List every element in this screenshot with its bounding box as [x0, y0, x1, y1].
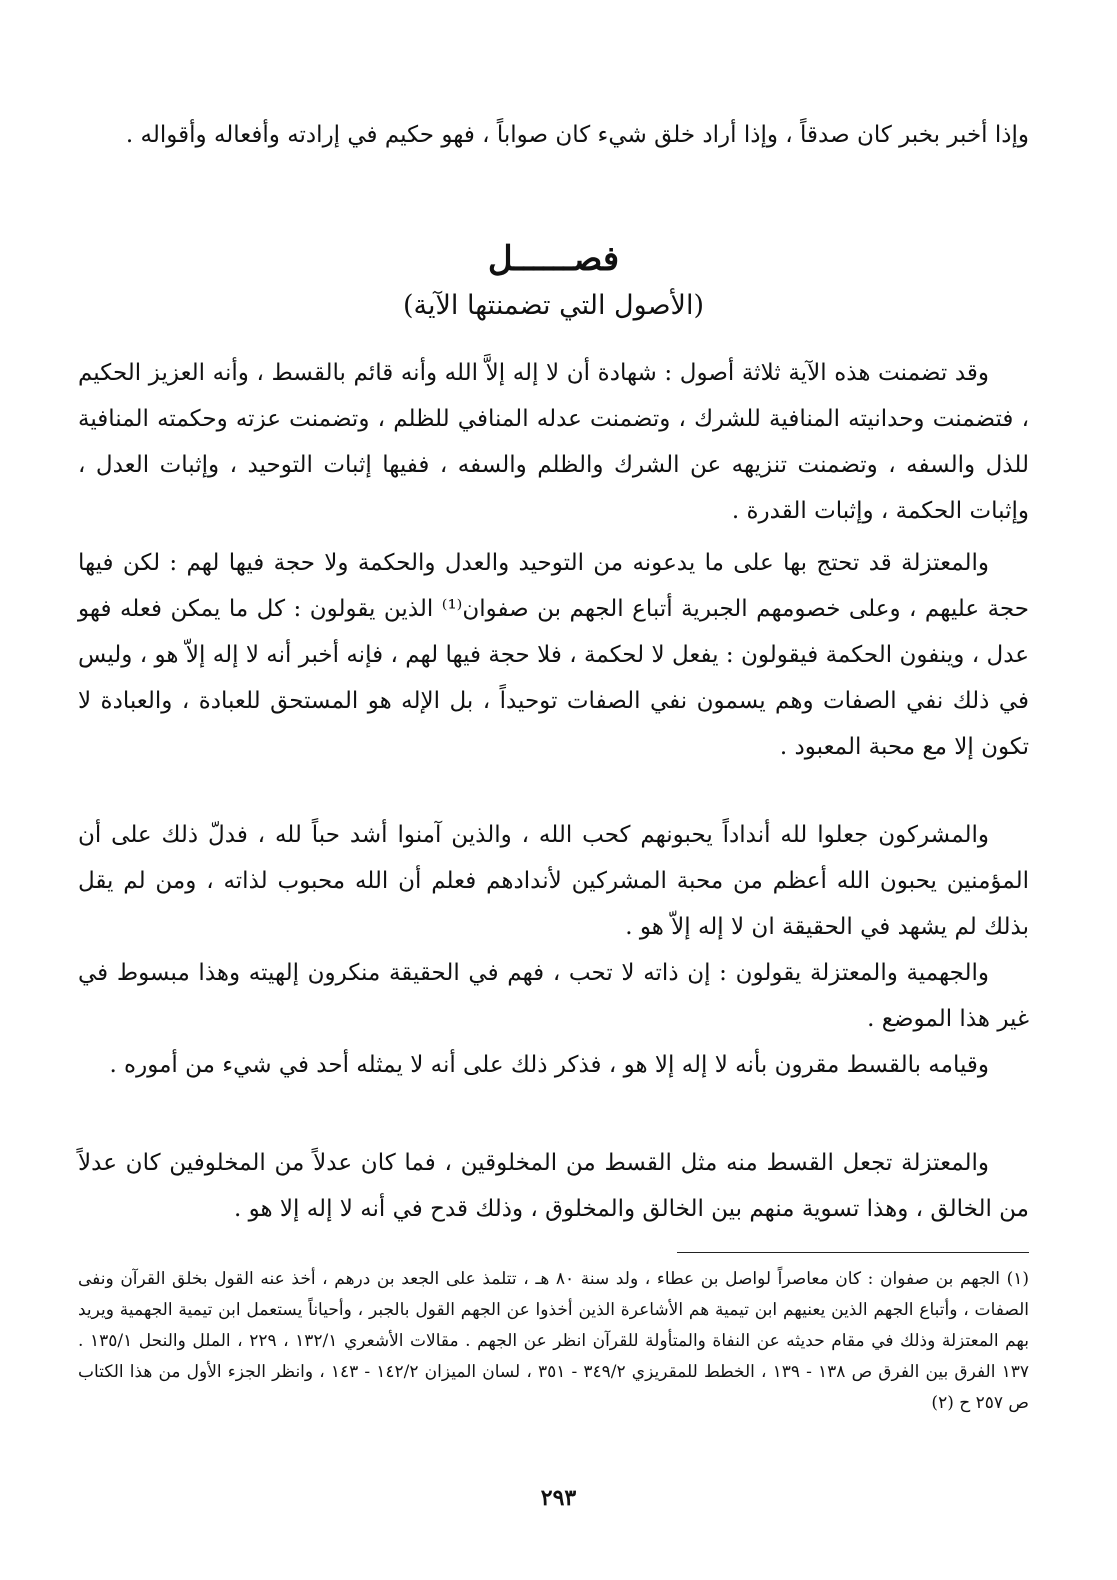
section-heading: [78, 234, 1029, 328]
body-text-3: [78, 812, 1029, 950]
body-text-6: [78, 1140, 1029, 1232]
paragraph: والمعتزلة تجعل القسط منه مثل القسط من المخلوقين ، فما كان عدلاً من المخلوفين كان عدلاً من الخالق ، وهذا تسوية منهم بين الخالق والمخلوق ، وذلك قدح في أنه لا إله إلا هو .: [78, 1150, 1029, 1222]
paragraph: والمعتزلة قد تحتج بها على ما يدعونه من التوحيد والعدل والحكمة ولا حجة فيها لهم : لكن فيها حجة عليهم ، وعلى خصومهم الجبرية أتباع الجهم بن صفوان⁽¹⁾ الذين يقولون : كل ما يمكن فعله فهو عدل ، وينفون الحكمة فيقولون : يفعل لا لحكمة ، فلا حجة فيها لهم ، فإنه أخبر أنه لا إله إلاّ هو ، وليس في ذلك نفي الصفات وهم يسمون نفي الصفات توحيداً ، بل الإله هو المستحق للعبادة ، والعبادة لا تكون إلا مع محبة المعبود .: [78, 550, 1029, 760]
section-subtitle: (الأصول التي تضمنتها الآية): [403, 290, 704, 321]
footnote-text: (١) الجهم بن صفوان : كان معاصراً لواصل بن عطاء ، ولد سنة ٨٠ هـ ، تتلمذ على الجعد بن درهم ، أخذ عنه القول بخلق القرآن ونفى الصفات ، وأتباع الجهم الذين يعنيهم ابن تيمية هم الأشاعرة الذين أخذوا عن الجهم القول بالجبر ، وأحياناً يستعمل ابن تيمية الجهمية ويريد بهم المعتزلة وذلك في مقام حديثه عن النفاة والمتأولة للقرآن انظر عن الجهم . مقالات الأشعري ١٣٢/١ ، ٢٢٩ ، الملل والنحل ١٣٥/١ . ١٣٧ الفرق بين الفرق ص ١٣٨ - ١٣٩ ، الخطط للمقريزي ٣٤٩/٢ - ٣٥١ ، لسان الميزان ١٤٢/٢ - ١٤٣ ، وانظر الجزء الأول من هذا الكتاب ص ٢٥٧ ح (٢): [78, 1269, 1030, 1413]
paragraph: وقيامه بالقسط مقرون بأنه لا إله إلا هو ، فذكر ذلك على أنه لا يمثله أحد في شيء من أموره .: [109, 1052, 989, 1078]
paragraph: والمشركون جعلوا لله أنداداً يحبونهم كحب الله ، والذين آمنوا أشد حباً لله ، فدلّ ذلك على أن المؤمنين يحبون الله أعظم من محبة المشركين لأندادهم فعلم أن الله محبوب لذاته ، ومن لم يقل بذلك لم يشهد في الحقيقة ان لا إله إلاّ هو .: [78, 822, 1029, 940]
continuation-text-block: [78, 112, 1029, 158]
continuation-paragraph: وإذا أخبر بخبر كان صدقاً ، وإذا أراد خلق شيء كان صواباً ، فهو حكيم في إرادته وأفعاله وأقواله .: [125, 122, 1029, 148]
body-text-1: [78, 350, 1029, 534]
paragraph: والجهمية والمعتزلة يقولون : إن ذاته لا تحب ، فهم في الحقيقة منكرون إلهيته وهذا مبسوط في غير هذا الموضع .: [78, 960, 1029, 1032]
body-text-2: [78, 540, 1029, 770]
page-number: ٢٩٣: [540, 1485, 577, 1511]
paragraph: وقد تضمنت هذه الآية ثلاثة أصول : شهادة أن لا إله إلاَّ الله وأنه قائم بالقسط ، وأنه العزيز الحكيم ، فتضمنت وحدانيته المنافية للشرك ، وتضمنت عدله المنافي للظلم ، وتضمنت عزته وحكمته المنافية للذل والسفه ، وتضمنت تنزيهه عن الشرك والظلم والسفه ، ففيها إثبات التوحيد ، وإثبات العدل ، وإثبات الحكمة ، وإثبات القدرة .: [78, 360, 1029, 524]
section-title: فصــــــل: [487, 239, 620, 279]
body-text-5: [78, 1042, 1029, 1088]
footnote: [78, 1264, 1029, 1419]
body-text-4: [78, 950, 1029, 1042]
footnote-divider: [677, 1252, 1029, 1253]
